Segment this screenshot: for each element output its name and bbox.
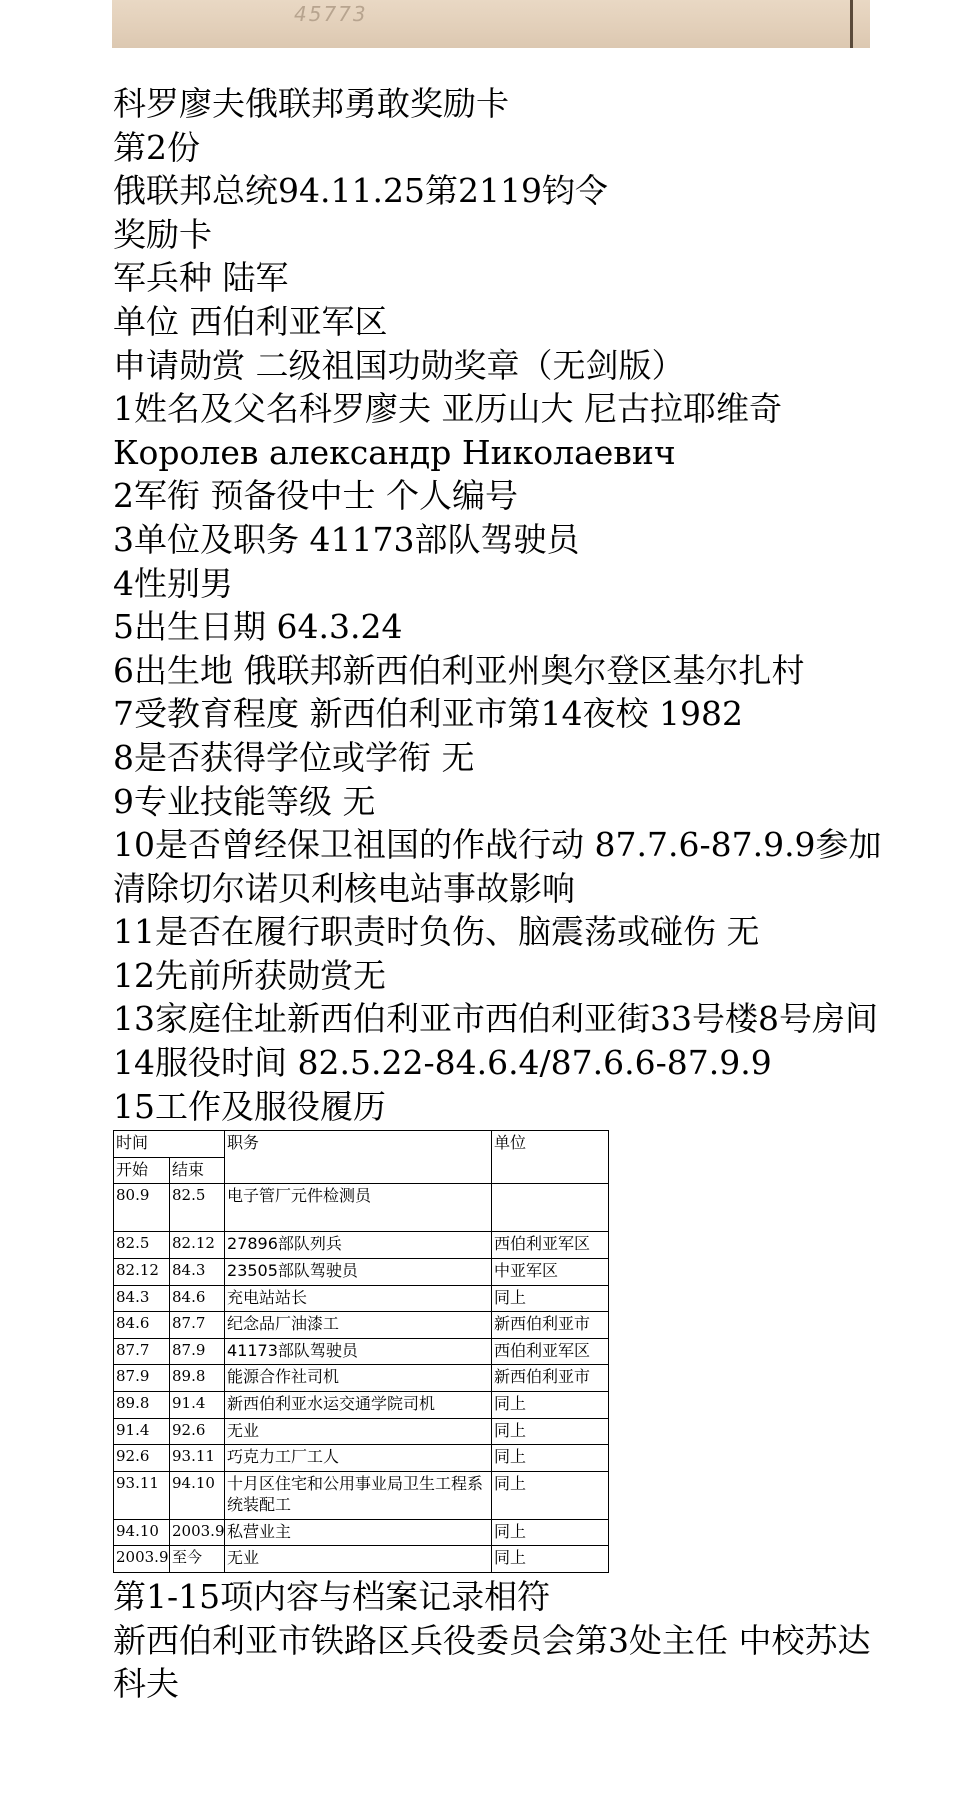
- table-row: [114, 1232, 609, 1259]
- cell-duty: 私营业主: [225, 1519, 492, 1546]
- table-row: [114, 1392, 609, 1419]
- cell-end: 87.9: [170, 1338, 225, 1365]
- cell-start: 91.4: [114, 1418, 170, 1445]
- verification-note: 第1-15项内容与档案记录相符: [113, 1576, 551, 1616]
- cell-duty: 电子管厂元件检测员: [225, 1184, 492, 1232]
- item-13-home-address: 13家庭住址新西伯利亚市西伯利亚街33号楼8号房间: [113, 999, 878, 1039]
- cell-start: 2003.9: [114, 1546, 170, 1573]
- cell-duty: 23505部队驾驶员: [225, 1259, 492, 1286]
- cell-unit: 同上: [492, 1285, 609, 1312]
- cell-end: 93.11: [170, 1445, 225, 1472]
- cell-unit: 新西伯利亚市: [492, 1312, 609, 1339]
- cell-end: 2003.9: [170, 1519, 225, 1546]
- cell-start: 87.7: [114, 1338, 170, 1365]
- item-9-skill-level: 9专业技能等级 无: [113, 781, 376, 821]
- item-15-history-heading: 15工作及服役履历: [113, 1086, 386, 1126]
- header-duty: 职务: [225, 1131, 492, 1184]
- cell-unit: 同上: [492, 1418, 609, 1445]
- cell-start: 80.9: [114, 1184, 170, 1232]
- cell-unit: 同上: [492, 1519, 609, 1546]
- scanned-document-strip: [112, 0, 870, 48]
- item-11-injuries: 11是否在履行职责时负伤、脑震荡或碰伤 无: [113, 912, 760, 952]
- table-row: [114, 1471, 609, 1519]
- decree-line: 俄联邦总统94.11.25第2119钧令: [113, 171, 608, 211]
- table-row: [114, 1184, 609, 1232]
- table-row: [114, 1259, 609, 1286]
- service-branch: 军兵种 陆军: [113, 258, 289, 298]
- cell-duty: 充电站站长: [225, 1285, 492, 1312]
- cell-unit: 同上: [492, 1546, 609, 1573]
- service-history-table: [113, 1130, 609, 1573]
- table-row: [114, 1418, 609, 1445]
- cell-start: 92.6: [114, 1445, 170, 1472]
- table-header-row: [114, 1131, 609, 1158]
- cell-start: 89.8: [114, 1392, 170, 1419]
- scan-fold-line: [850, 0, 853, 48]
- cell-unit: 同上: [492, 1445, 609, 1472]
- cell-start: 87.9: [114, 1365, 170, 1392]
- cell-end: 82.12: [170, 1232, 225, 1259]
- table-row: [114, 1519, 609, 1546]
- table-row: [114, 1285, 609, 1312]
- archive-number: 45773: [294, 2, 368, 26]
- cell-end: 至今: [170, 1546, 225, 1573]
- item-6-birthplace: 6出生地 俄联邦新西伯利亚州奥尔登区基尔扎村: [113, 650, 805, 690]
- header-time: 时间: [114, 1131, 225, 1158]
- cell-end: 92.6: [170, 1418, 225, 1445]
- cell-start: 82.5: [114, 1232, 170, 1259]
- item-7-education: 7受教育程度 新西伯利亚市第14夜校 1982: [113, 694, 743, 734]
- cell-start: 84.6: [114, 1312, 170, 1339]
- header-unit: 单位: [492, 1131, 609, 1184]
- cell-end: 91.4: [170, 1392, 225, 1419]
- item-1-name-russian: Королев александр Николаевич: [113, 432, 676, 472]
- table-row: [114, 1546, 609, 1573]
- item-10-combat-operations: 10是否曾经保卫祖国的作战行动 87.7.6-87.9.9参加清除切尔诺贝利核电站事故影响: [113, 825, 882, 908]
- item-14-service-time: 14服役时间 82.5.22-84.6.4/87.6.6-87.9.9: [113, 1043, 772, 1083]
- cell-start: 93.11: [114, 1471, 170, 1519]
- unit-line: 单位 西伯利亚军区: [113, 301, 388, 341]
- cell-end: 84.3: [170, 1259, 225, 1286]
- cell-end: 89.8: [170, 1365, 225, 1392]
- item-8-degree: 8是否获得学位或学衔 无: [113, 737, 475, 777]
- cell-unit: 西伯利亚军区: [492, 1232, 609, 1259]
- cell-duty: 27896部队列兵: [225, 1232, 492, 1259]
- cell-unit: 中亚军区: [492, 1259, 609, 1286]
- header-end: 结束: [170, 1157, 225, 1184]
- cell-unit: [492, 1184, 609, 1232]
- copy-number: 第2份: [113, 127, 200, 167]
- header-start: 开始: [114, 1157, 170, 1184]
- item-1-name: 1姓名及父名科罗廖夫 亚历山大 尼古拉耶维奇: [113, 389, 782, 429]
- cell-end: 84.6: [170, 1285, 225, 1312]
- cell-duty: 纪念品厂油漆工: [225, 1312, 492, 1339]
- table-row: [114, 1338, 609, 1365]
- cell-start: 84.3: [114, 1285, 170, 1312]
- item-5-birth-date: 5出生日期 64.3.24: [113, 607, 403, 647]
- cell-duty: 新西伯利亚水运交通学院司机: [225, 1392, 492, 1419]
- cell-end: 87.7: [170, 1312, 225, 1339]
- cell-unit: 同上: [492, 1471, 609, 1519]
- cell-start: 94.10: [114, 1519, 170, 1546]
- cell-start: 82.12: [114, 1259, 170, 1286]
- signatory-line: 新西伯利亚市铁路区兵役委员会第3处主任 中校苏达科夫: [113, 1620, 871, 1704]
- cell-duty: 巧克力工厂工人: [225, 1445, 492, 1472]
- item-3-unit-position: 3单位及职务 41173部队驾驶员: [113, 519, 580, 559]
- cell-end: 94.10: [170, 1471, 225, 1519]
- award-requested: 申请勋赏 二级祖国功勋奖章（无剑版）: [113, 345, 685, 385]
- card-title: 科罗廖夫俄联邦勇敢奖励卡: [113, 84, 509, 123]
- cell-duty: 无业: [225, 1418, 492, 1445]
- item-12-previous-awards: 12先前所获勋赏无: [113, 955, 386, 995]
- table-row: [114, 1445, 609, 1472]
- cell-unit: 同上: [492, 1392, 609, 1419]
- table-row: [114, 1312, 609, 1339]
- cell-duty: 无业: [225, 1546, 492, 1573]
- table-row: [114, 1365, 609, 1392]
- cell-unit: 新西伯利亚市: [492, 1365, 609, 1392]
- cell-duty: 十月区住宅和公用事业局卫生工程系统装配工: [225, 1471, 492, 1519]
- award-card-text: [113, 82, 883, 1706]
- cell-unit: 西伯利亚军区: [492, 1338, 609, 1365]
- cell-duty: 41173部队驾驶员: [225, 1338, 492, 1365]
- item-4-gender: 4性别男: [113, 563, 233, 603]
- cell-duty: 能源合作社司机: [225, 1365, 492, 1392]
- cell-end: 82.5: [170, 1184, 225, 1232]
- item-2-rank: 2军衔 预备役中士 个人编号: [113, 476, 518, 516]
- card-type: 奖励卡: [113, 214, 212, 254]
